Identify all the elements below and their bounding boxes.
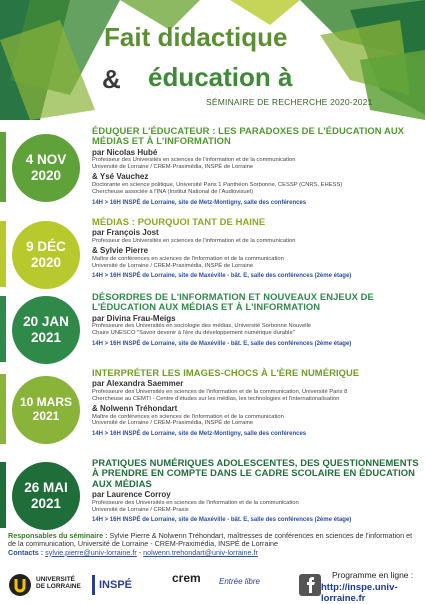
session-2	[0, 215, 425, 293]
session-bar	[0, 296, 6, 362]
date-year: 2021	[32, 409, 60, 423]
date-day: 10 MARS	[19, 395, 72, 410]
title-ampersand: &	[102, 64, 121, 94]
session-4	[0, 366, 425, 454]
date-year: 2020	[30, 255, 62, 270]
speaker-affiliation: Maître de conférences en sciences de l'information et de la communication Université de Lorraine / CREM-Praximédia, INSPÉ de Lorraine	[92, 255, 284, 269]
date-day: 20 JAN	[23, 314, 69, 330]
session-date-badge	[12, 221, 80, 289]
contacts-separator: -	[136, 547, 144, 557]
title-line-1: Fait didactique	[104, 22, 288, 52]
inspe-logo-text: INSPÉ	[99, 579, 133, 591]
session-date-badge	[12, 376, 80, 444]
session-time-place: 14H > 16H INSPÉ de Lorraine, site de Maxéville - bât. E, salle des conférences (2ème étage)	[92, 517, 352, 524]
inspe-logo	[92, 575, 133, 595]
session-title: INTERPRÉTER LES IMAGES-CHOCS À L'ÈRE NUMÉRIQUE	[92, 367, 360, 378]
session-content	[92, 126, 420, 206]
responsables-block	[8, 532, 416, 557]
session-bar	[0, 221, 6, 287]
speaker-name: par Laurence Corroy	[92, 490, 171, 500]
speaker-name: & Nolwenn Tréhondart	[92, 403, 178, 413]
speaker-affiliation: Doctorante en science politique, Université Paris 1 Panthéon Sorbonne, CESSP (CNRS, EHESS) Chercheuse associée à l'INA (Institut National de l'Audiovisuel)	[92, 181, 343, 195]
session-title: MÉDIAS : POURQUOI TANT DE HAINE	[92, 216, 266, 227]
speaker-affiliation: Professeur des Universités en sciences de l'information et de la communication Université de Lorraine / CREM-Praximédia, INSPÉ de Lorraine	[92, 157, 296, 171]
speaker-affiliation: Maître de conférences en sciences de l'information et de la communication Université de Lorraine / CREM-Praximédia, INSPÉ de Lorraine	[92, 413, 284, 427]
session-bar	[0, 374, 6, 444]
date-day: 4 NOV	[25, 152, 67, 168]
crem-logo: crem	[172, 571, 201, 585]
speaker-affiliation: Professeure des Universités en sciences de l'information et de la communication Université de Lorraine / CREM-Praxis	[92, 499, 299, 513]
speaker-name: par Alexandra Saemmer	[92, 379, 184, 389]
session-date-badge	[12, 462, 80, 530]
email-link-nolwenn[interactable]: nolwenn.trehondart@univ-lorraine.fr	[143, 547, 258, 557]
speaker-name: par Divina Frau-Meigs	[92, 313, 176, 323]
speaker-affiliation: Professeure des Universités en sciences de l'information et de la communication, Université Paris 8 Chercheuse au CEMTI - Centre d'études sur les médias, les technologies et l'internationalisation	[92, 389, 348, 402]
session-date-badge	[12, 134, 80, 202]
session-content	[92, 368, 420, 437]
session-bar	[0, 462, 6, 528]
session-content	[92, 292, 420, 347]
date-year: 2021	[30, 496, 62, 511]
session-content	[92, 217, 420, 279]
universite-lorraine-logo	[8, 573, 32, 597]
session-time-place: 14H > 16H INSPÉ de Lorraine, site de Maxéville - bât. E, salle des conférences (2ème étage)	[92, 341, 352, 348]
contacts-label: Contacts :	[8, 547, 44, 557]
facebook-icon[interactable]	[298, 573, 322, 597]
contacts	[8, 549, 416, 557]
entree-libre: Entrée libre	[219, 577, 260, 586]
title-line-2: éducation à	[148, 62, 293, 92]
speaker-affiliation: Professeur des Universités en sciences de l'information et de la communication	[92, 238, 296, 245]
date-day: 9 DÉC	[26, 239, 66, 255]
session-bar	[0, 132, 6, 202]
speaker-affiliation: Professeure des Universités en sociologie des médias, Université Sorbonne Nouvelle Chaire UNESCO "Savoir devenir à l'ère du développement numérique durable"	[92, 323, 312, 337]
session-title: DÉSORDRES DE L'INFORMATION ET NOUVEAUX ENJEUX DE L'ÉDUCATION AUX MÉDIAS ET À L'INFORMATION	[92, 291, 374, 313]
session-time-place: 14H > 16H INSPÉ de Lorraine, site de Metz-Montigny, salle des conférences	[92, 199, 307, 206]
date-year: 2021	[30, 330, 62, 345]
session-time-place: 14H > 16H INSPÉ de Lorraine, site de Maxéville - bât. E, salle des conférences (2ème étage)	[92, 273, 352, 280]
speaker-name: & Ysé Vauchez	[92, 172, 149, 182]
session-1	[0, 122, 425, 212]
universite-lorraine-text: UNIVERSITÉ DE LORRAINE	[36, 576, 81, 590]
session-5	[0, 456, 425, 532]
session-title: PRATIQUES NUMÉRIQUES ADOLESCENTES, DES QUESTIONNEMENTS À PRENDRE EN COMPTE DANS LE CADRE SCOLAIRE EN ÉDUCATION AUX MÉDIAS	[92, 457, 419, 489]
responsables-text: Sylvie Pierre & Nolwenn Tréhondart, maîtresses de conférences en sciences de l'information et de la communication, Université de Lorraine - CREM-Praximédia, INSPÉ de Lorraine	[8, 531, 413, 549]
programme-link[interactable]: http://inspe.univ-lorraine.fr	[321, 582, 398, 604]
speaker-name: par Nicolas Hubé	[92, 147, 158, 157]
speaker-name: & Sylvie Pierre	[92, 245, 149, 255]
session-content	[92, 458, 420, 523]
date-day: 26 MAI	[24, 480, 68, 496]
date-year: 2020	[30, 168, 62, 183]
session-3	[0, 292, 425, 366]
responsables-label: Responsables du séminaire :	[8, 531, 108, 540]
programme-label: Programme en ligne :	[332, 570, 414, 580]
seminar-subtitle: SÉMINAIRE DE RECHERCHE 2020-2021	[206, 97, 373, 107]
email-link-sylvie[interactable]: sylvie.pierre@univ-lorraine.fr	[45, 547, 137, 557]
speaker-name: par François Jost	[92, 228, 159, 238]
session-title: ÉDUQUER L'ÉDUCATEUR : LES PARADOXES DE L'ÉDUCATION AUX MÉDIAS ET À L'INFORMATION	[92, 125, 405, 147]
session-time-place: 14H > 16H INSPÉ de Lorraine, site de Metz-Montigny, salle des conférences	[92, 431, 307, 438]
session-date-badge	[12, 296, 80, 364]
